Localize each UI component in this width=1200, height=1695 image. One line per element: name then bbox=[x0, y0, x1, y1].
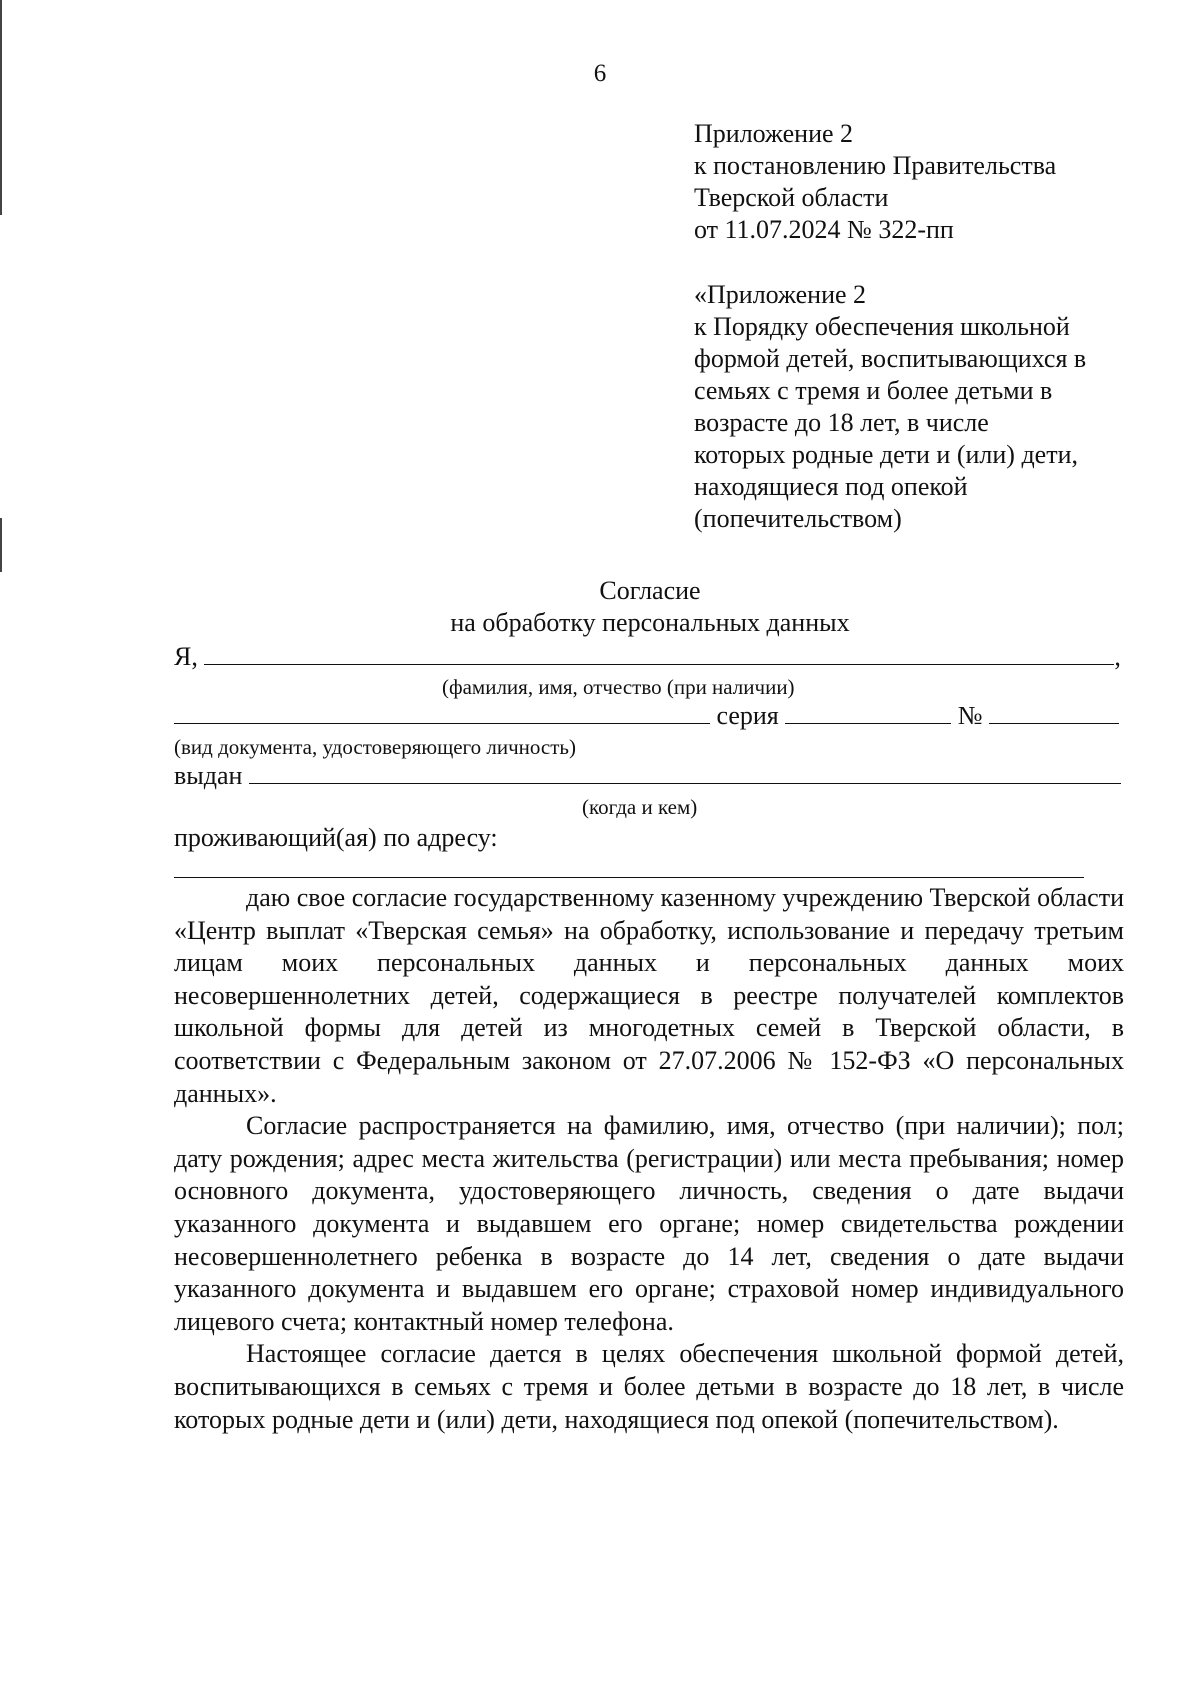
page-number: 6 bbox=[593, 60, 607, 87]
address-input-line[interactable] bbox=[174, 877, 1084, 878]
address-row bbox=[174, 822, 1124, 854]
name-row: Я, , bbox=[174, 642, 1121, 671]
paragraph-consent-grant: даю свое согласие государственному казенному учреждению Тверской области «Центр выплат «Тверская семья» на обработку, использование и передачу третьим лицам моих персональных данных и персональных данных моих несовершеннолетних детей, содержащиеся в реестре получателей комплектов школьной формы для детей из многодетных семей в Тверской области, в соответствии с Федеральным законом от 27.07.2006 № 152-ФЗ «О персональных данных». bbox=[174, 883, 1124, 1108]
paragraph-consent-scope: Согласие распространяется на фамилию, имя, отчество (при наличии); пол; дату рождения; адрес места жительства (регистрации) или места пребывания; номер основного документа, удостоверяющего личность, сведения о дате выдачи указанного документа и выдавшем его органе; номер свидетельства рождении несовершеннолетнего ребенка в возрасте до 14 лет, сведения о дате выдачи указанного документа и выдавшем его органе; страховой номер индивидуального лицевого счета; контактный номер телефона. bbox=[174, 1111, 1124, 1336]
title-line-2: на обработку персональных данных bbox=[450, 608, 850, 637]
appendix-reference bbox=[694, 279, 1134, 535]
issued-input-line[interactable] bbox=[249, 759, 979, 784]
number-label: № bbox=[957, 701, 983, 730]
appendix-header bbox=[694, 118, 1134, 246]
document-type-input-line-end[interactable] bbox=[684, 699, 710, 724]
appendix-reference-line: «Приложение 2 bbox=[694, 280, 867, 309]
name-input-line[interactable] bbox=[204, 640, 986, 665]
appendix-reference-line: возрасте до 18 лет, в числе bbox=[694, 408, 989, 437]
series-input-line[interactable] bbox=[785, 699, 951, 724]
issued-label: выдан bbox=[174, 761, 243, 790]
issued-row bbox=[174, 759, 1124, 792]
scan-margin-mark-top bbox=[0, 0, 2, 215]
appendix-header-line: Тверской области bbox=[694, 183, 889, 212]
number-input-line[interactable] bbox=[989, 699, 1119, 724]
scan-margin-mark-middle bbox=[0, 518, 2, 572]
title-line-1: Согласие bbox=[599, 576, 701, 605]
appendix-header-line: Приложение 2 bbox=[694, 119, 854, 148]
paragraph-consent-purpose: Настоящее согласие дается в целях обеспечения школьной формой детей, воспитывающихся в семьях с тремя и более детьми в возрасте до 18 лет, в числе которых родные дети и (или) дети, находящиеся под опекой (попечительством). bbox=[174, 1339, 1124, 1434]
address-label: проживающий(ая) по адресу: bbox=[174, 823, 498, 852]
appendix-header-line: от 11.07.2024 № 322-пп bbox=[694, 215, 954, 244]
appendix-reference-line: находящиеся под опекой bbox=[694, 472, 968, 501]
series-label: серия bbox=[716, 701, 779, 730]
document-title bbox=[0, 575, 1200, 639]
appendix-reference-line: (попечительством) bbox=[694, 504, 902, 533]
issued-input-line-end[interactable] bbox=[979, 759, 1121, 784]
appendix-reference-line: которых родные дети и (или) дети, bbox=[694, 440, 1078, 469]
document-type-input-line[interactable] bbox=[174, 699, 684, 724]
appendix-reference-line: семьях с тремя и более детьми в bbox=[694, 376, 1053, 405]
appendix-header-line: к постановлению Правительства bbox=[694, 151, 1057, 180]
name-caption: (фамилия, имя, отчество (при наличии) bbox=[442, 675, 795, 699]
document-row bbox=[174, 699, 1124, 732]
appendix-reference-line: к Порядку обеспечения школьной bbox=[694, 312, 1070, 341]
ya-label: Я, bbox=[174, 642, 198, 671]
name-input-line-end[interactable] bbox=[986, 640, 1114, 665]
issued-caption: (когда и кем) bbox=[582, 795, 698, 819]
consent-body bbox=[174, 882, 1124, 1436]
document-type-caption: (вид документа, удостоверяющего личность) bbox=[174, 735, 577, 759]
appendix-reference-line: формой детей, воспитывающихся в bbox=[694, 344, 1087, 373]
